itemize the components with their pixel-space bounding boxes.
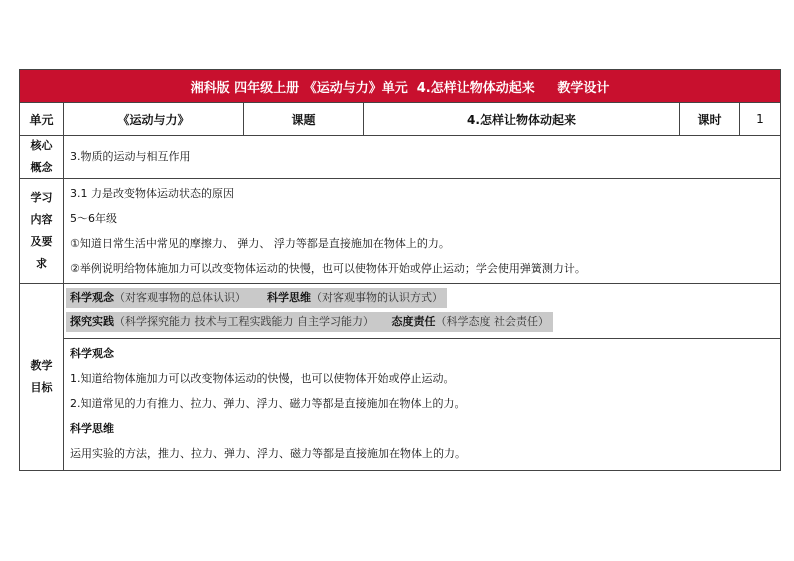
teaching-goals-row <box>20 284 780 470</box>
learning-line: ①知道日常生活中常见的摩擦力、 弹力、 浮力等都是直接施加在物体上的力。 <box>70 237 450 250</box>
topic-value: 4.怎样让物体动起来 <box>364 103 680 135</box>
core-concept-text: 3.物质的运动与相互作用 <box>70 150 191 163</box>
unit-value: 《运动与力》 <box>64 103 244 135</box>
core-concept-row <box>20 136 780 179</box>
period-label: 课时 <box>680 103 740 135</box>
document-title: 湘科版 四年级上册 《运动与力》单元 4.怎样让物体动起来 教学设计 <box>20 70 780 103</box>
unit-label: 单元 <box>20 103 64 135</box>
goal-item: 2.知道常见的力有推力、拉力、弹力、浮力、磁力等都是直接施加在物体上的力。 <box>70 397 466 410</box>
goal-dimension-strip: 探究实践（科学探究能力 技术与工程实践能力 自主学习能力） 态度责任（科学态度 社会责任） <box>66 312 553 332</box>
goal-details <box>64 339 780 470</box>
goal-heading: 科学观念 <box>70 347 114 360</box>
goal-dimension-strip: 科学观念（对客观事物的总体认识） 科学思维（对客观事物的认识方式） <box>66 288 447 308</box>
learning-content-row <box>20 179 780 284</box>
learning-content-text <box>64 179 780 283</box>
meta-row <box>20 103 780 136</box>
goal-heading: 科学思维 <box>70 422 114 435</box>
goal-dimensions <box>64 284 780 339</box>
teaching-goals-content <box>64 284 780 470</box>
goal-item: 1.知道给物体施加力可以改变物体运动的快慢，也可以使物体开始或停止运动。 <box>70 372 455 385</box>
topic-label: 课题 <box>244 103 364 135</box>
learning-line: 5～6年级 <box>70 212 117 225</box>
core-concept-label: 核心 概念 <box>20 136 64 178</box>
goal-item: 运用实验的方法，推力、拉力、弹力、浮力、磁力等都是直接施加在物体上的力。 <box>70 447 466 460</box>
learning-content-label: 学习 内容 及要 求 <box>20 179 64 283</box>
learning-line: ②举例说明给物体施加力可以改变物体运动的快慢，也可以使物体开始或停止运动；学会使用弹簧测力计。 <box>70 262 586 275</box>
period-value: 1 <box>756 112 764 126</box>
teaching-goals-label: 教学 目标 <box>20 284 64 470</box>
lesson-plan-table <box>19 69 781 471</box>
learning-line: 3.1 力是改变物体运动状态的原因 <box>70 187 234 200</box>
